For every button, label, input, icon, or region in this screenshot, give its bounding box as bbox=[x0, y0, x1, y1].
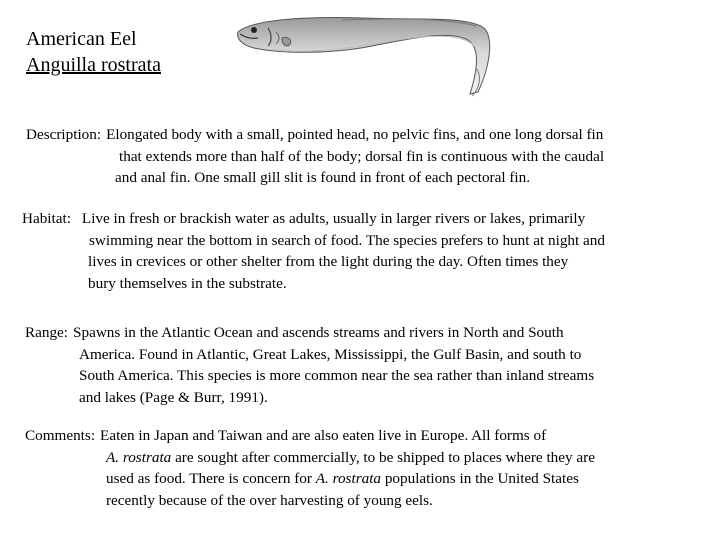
comments-section bbox=[25, 425, 595, 511]
habitat-line-3: lives in crevices or other shelter from the light during the day. Often times they bbox=[88, 253, 569, 271]
habitat-label: Habitat: bbox=[22, 210, 71, 227]
habitat-section bbox=[22, 208, 605, 294]
comments-line-4: recently because of the over harvesting of young eels. bbox=[106, 491, 433, 509]
range-line-3: South America. This species is more common near the sea rather than inland streams bbox=[79, 367, 595, 385]
comments-label: Comments: bbox=[25, 427, 96, 444]
description-line-2: that extends more than half of the body; dorsal fin is continuous with the caudal bbox=[119, 147, 605, 165]
description-label: Description: bbox=[26, 126, 102, 143]
description-line-1: Elongated body with a small, pointed head, no pelvic fins, and one long dorsal fin bbox=[106, 126, 604, 143]
species-italic: A. rostrata bbox=[106, 448, 172, 466]
comments-line-2: A. rostrata are sought after commercially, to be shipped to places where they are bbox=[106, 448, 595, 466]
habitat-line-1: Live in fresh or brackish water as adults, usually in larger rivers or lakes, primarily bbox=[81, 210, 586, 227]
habitat-line-2: swimming near the bottom in search of food. The species prefers to hunt at night and bbox=[89, 231, 605, 249]
description-section bbox=[26, 124, 604, 189]
species-italic: A. rostrata bbox=[315, 470, 382, 488]
eel-illustration-icon bbox=[232, 8, 494, 100]
comments-line-1: Eaten in Japan and Taiwan and are also eaten live in Europe. All forms of bbox=[100, 427, 547, 444]
range-line-2: America. Found in Atlantic, Great Lakes, Mississippi, the Gulf Basin, and south to bbox=[79, 345, 582, 363]
range-label: Range: bbox=[25, 324, 69, 341]
comments-line-3: used as food. There is concern for A. rostrata populations in the United States bbox=[106, 470, 579, 488]
habitat-line-4: bury themselves in the substrate. bbox=[88, 274, 287, 292]
range-line-4: and lakes (Page & Burr, 1991). bbox=[79, 388, 268, 406]
description-line-3: and anal fin. One small gill slit is found in front of each pectoral fin. bbox=[115, 169, 531, 187]
range-line-1: Spawns in the Atlantic Ocean and ascends streams and rivers in North and South bbox=[73, 324, 564, 341]
scientific-name: Anguilla rostrata bbox=[26, 54, 161, 76]
range-section bbox=[25, 322, 594, 408]
species-title bbox=[26, 26, 161, 78]
common-name: American Eel bbox=[26, 28, 137, 50]
